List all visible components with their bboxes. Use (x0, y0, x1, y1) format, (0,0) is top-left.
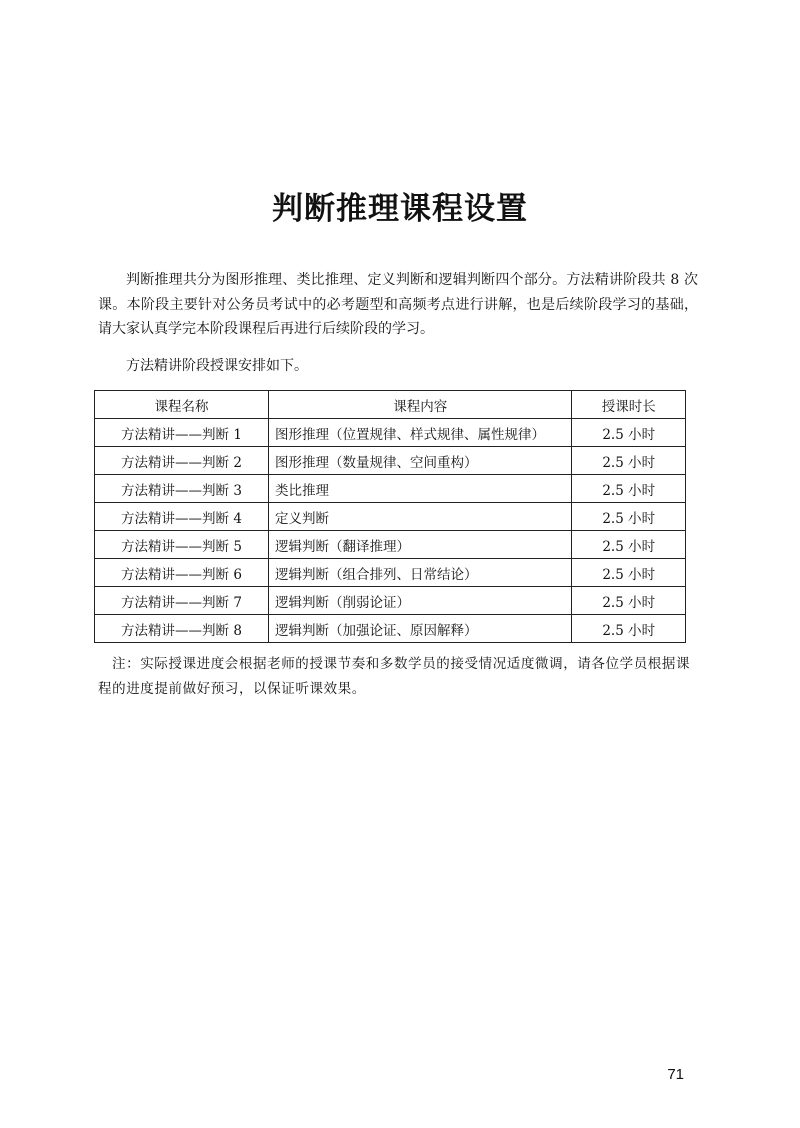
course-schedule-table (94, 390, 686, 643)
course-content-cell: 图形推理（位置规律、样式规律、属性规律） (269, 419, 572, 447)
course-duration-cell: 2.5 小时 (572, 615, 686, 643)
course-name-cell: 方法精讲——判断 6 (95, 559, 269, 587)
course-content-cell: 逻辑判断（组合排列、日常结论） (269, 559, 572, 587)
course-duration-cell: 2.5 小时 (572, 503, 686, 531)
schedule-intro: 方法精讲阶段授课安排如下。 (126, 358, 308, 374)
course-duration-cell: 2.5 小时 (572, 475, 686, 503)
course-name-cell: 方法精讲——判断 2 (95, 447, 269, 475)
course-name-cell: 方法精讲——判断 8 (95, 615, 269, 643)
table-row (95, 419, 686, 447)
course-name-cell: 方法精讲——判断 5 (95, 531, 269, 559)
course-duration-cell: 2.5 小时 (572, 419, 686, 447)
course-name-cell: 方法精讲——判断 4 (95, 503, 269, 531)
table-row (95, 475, 686, 503)
table-row (95, 587, 686, 615)
table-row (95, 447, 686, 475)
table-header-row (95, 391, 686, 419)
intro-paragraph: 判断推理共分为图形推理、类比推理、定义判断和逻辑判断四个部分。方法精讲阶段共 8 次课。本阶段主要针对公务员考试中的必考题型和高频考点进行讲解，也是后续阶段学习的基础，请大家认真学完本阶段课程后再进行后续阶段的学习。 (98, 272, 698, 337)
course-content-cell: 逻辑判断（削弱论证） (269, 587, 572, 615)
table-row (95, 559, 686, 587)
course-content-cell: 类比推理 (269, 475, 572, 503)
page-title: 判断推理课程设置 (272, 191, 528, 227)
course-content-cell: 逻辑判断（翻译推理） (269, 531, 572, 559)
course-duration-cell: 2.5 小时 (572, 447, 686, 475)
table-row (95, 503, 686, 531)
header-course-duration: 授课时长 (572, 391, 686, 419)
course-duration-cell: 2.5 小时 (572, 531, 686, 559)
table-row (95, 531, 686, 559)
course-duration-cell: 2.5 小时 (572, 559, 686, 587)
course-content-cell: 逻辑判断（加强论证、原因解释） (269, 615, 572, 643)
course-name-cell: 方法精讲——判断 1 (95, 419, 269, 447)
course-name-cell: 方法精讲——判断 3 (95, 475, 269, 503)
schedule-note: 注：实际授课进度会根据老师的授课节奏和多数学员的接受情况适度微调，请各位学员根据课程的进度提前做好预习，以保证听课效果。 (98, 656, 691, 697)
course-content-cell: 图形推理（数量规律、空间重构） (269, 447, 572, 475)
course-name-cell: 方法精讲——判断 7 (95, 587, 269, 615)
course-content-cell: 定义判断 (269, 503, 572, 531)
page-number: 71 (667, 1066, 684, 1083)
header-course-name: 课程名称 (95, 391, 269, 419)
table-row (95, 615, 686, 643)
course-duration-cell: 2.5 小时 (572, 587, 686, 615)
header-course-content: 课程内容 (269, 391, 572, 419)
